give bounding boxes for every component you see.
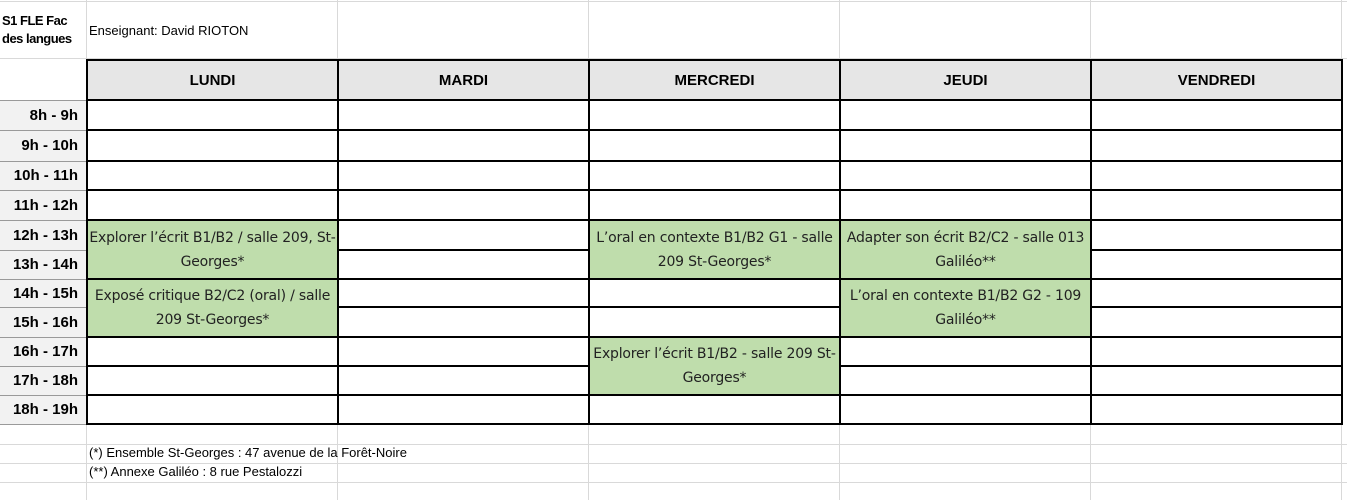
slot-cell[interactable]: [87, 130, 338, 161]
event-lundi-explorer[interactable]: Explorer l’écrit B1/B2 / salle 209, St-Georges*: [87, 220, 338, 279]
footnote-st-georges[interactable]: (*) Ensemble St-Georges : 47 avenue de la Forêt-Noire: [89, 445, 407, 460]
slot-cell[interactable]: [338, 279, 589, 307]
time-label[interactable]: 10h - 11h: [0, 161, 87, 190]
slot-cell[interactable]: [338, 161, 589, 190]
slot-cell[interactable]: [1091, 279, 1342, 307]
slot-cell[interactable]: [840, 100, 1091, 130]
slot-cell[interactable]: [338, 395, 589, 424]
slot-cell[interactable]: [589, 279, 840, 307]
slot-cell[interactable]: [1091, 337, 1342, 366]
slot-cell[interactable]: [1091, 130, 1342, 161]
slot-cell[interactable]: [87, 395, 338, 424]
slot-cell[interactable]: [1091, 100, 1342, 130]
slot-cell[interactable]: [589, 130, 840, 161]
slot-cell[interactable]: [338, 366, 589, 395]
slot-cell[interactable]: [589, 307, 840, 337]
slot-cell[interactable]: [589, 395, 840, 424]
slot-cell[interactable]: [87, 337, 338, 366]
slot-cell[interactable]: [840, 190, 1091, 220]
time-label[interactable]: 8h - 9h: [0, 100, 87, 130]
slot-cell[interactable]: [840, 161, 1091, 190]
slot-cell[interactable]: [338, 220, 589, 250]
event-mercredi-explorer[interactable]: Explorer l’écrit B1/B2 - salle 209 St-Georges*: [589, 337, 840, 395]
teacher-name[interactable]: Enseignant: David RIOTON: [89, 23, 249, 38]
slot-cell[interactable]: [338, 337, 589, 366]
footnote-galileo[interactable]: (**) Annexe Galiléo : 8 rue Pestalozzi: [89, 464, 303, 479]
slot-cell[interactable]: [338, 190, 589, 220]
slot-cell[interactable]: [87, 161, 338, 190]
slot-cell[interactable]: [87, 366, 338, 395]
slot-cell[interactable]: [589, 100, 840, 130]
day-header-lundi[interactable]: LUNDI: [87, 60, 338, 100]
slot-cell[interactable]: [1091, 307, 1342, 337]
day-header-jeudi[interactable]: JEUDI: [840, 60, 1091, 100]
slot-cell[interactable]: [338, 130, 589, 161]
event-jeudi-adapter[interactable]: Adapter son écrit B2/C2 - salle 013 Galiléo**: [840, 220, 1091, 279]
time-label[interactable]: 11h - 12h: [0, 190, 87, 220]
slot-cell[interactable]: [1091, 220, 1342, 250]
slot-cell[interactable]: [1091, 250, 1342, 279]
time-label[interactable]: 14h - 15h: [0, 279, 87, 307]
slot-cell[interactable]: [338, 307, 589, 337]
event-mercredi-oral[interactable]: L’oral en contexte B1/B2 G1 - salle 209 St-Georges*: [589, 220, 840, 279]
time-label[interactable]: 9h - 10h: [0, 130, 87, 161]
time-label[interactable]: 13h - 14h: [0, 250, 87, 279]
slot-cell[interactable]: [1091, 161, 1342, 190]
day-header-vendredi[interactable]: VENDREDI: [1091, 60, 1342, 100]
slot-cell[interactable]: [840, 366, 1091, 395]
slot-cell[interactable]: [87, 100, 338, 130]
slot-cell[interactable]: [1091, 366, 1342, 395]
slot-cell[interactable]: [840, 395, 1091, 424]
time-label[interactable]: 16h - 17h: [0, 337, 87, 366]
slot-cell[interactable]: [338, 250, 589, 279]
event-jeudi-oral[interactable]: L’oral en contexte B1/B2 G2 - 109 Galiléo**: [840, 279, 1091, 337]
day-header-mardi[interactable]: MARDI: [338, 60, 589, 100]
sheet-title[interactable]: S1 FLE Fac des langues: [2, 13, 72, 46]
time-label[interactable]: 18h - 19h: [0, 395, 87, 424]
event-lundi-expose[interactable]: Exposé critique B2/C2 (oral) / salle 209 St-Georges*: [87, 279, 338, 337]
corner-cell[interactable]: [0, 60, 87, 100]
slot-cell[interactable]: [87, 190, 338, 220]
slot-cell[interactable]: [338, 100, 589, 130]
time-label[interactable]: 17h - 18h: [0, 366, 87, 395]
slot-cell[interactable]: [589, 190, 840, 220]
slot-cell[interactable]: [1091, 190, 1342, 220]
slot-cell[interactable]: [1091, 395, 1342, 424]
slot-cell[interactable]: [589, 161, 840, 190]
slot-cell[interactable]: [840, 337, 1091, 366]
day-header-mercredi[interactable]: MERCREDI: [589, 60, 840, 100]
slot-cell[interactable]: [840, 130, 1091, 161]
time-label[interactable]: 12h - 13h: [0, 220, 87, 250]
time-label[interactable]: 15h - 16h: [0, 307, 87, 337]
schedule-table: [0, 59, 1343, 425]
